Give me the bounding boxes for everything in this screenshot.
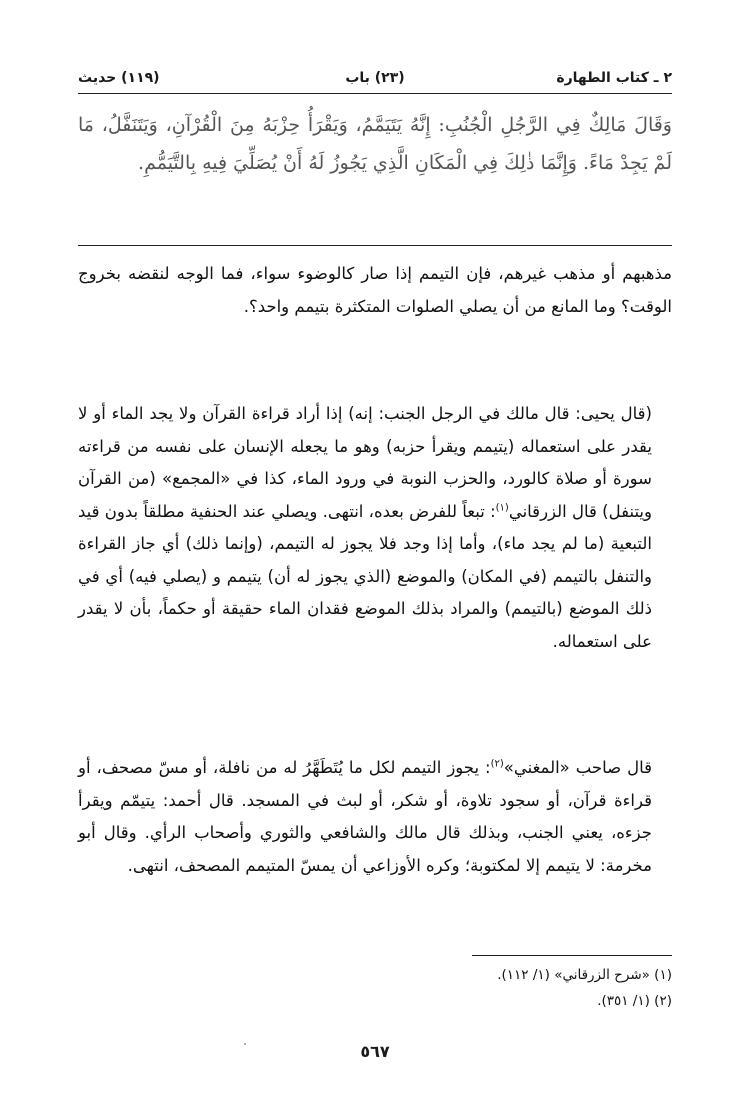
footnote-1: (١) «شرح الزرقاني» (١/ ١١٢). [497, 967, 672, 983]
commentary-paragraph-3 [78, 752, 672, 882]
commentary-paragraph-2 [78, 398, 672, 658]
header-hadith-number: (١١٩) حديث [78, 70, 160, 86]
footnote-2: (٢) (١/ ٣٥١). [597, 993, 672, 1009]
paragraph-text: : يجوز التيمم لكل ما يُتَطَهَّرُ له من نافلة، أو مسّ مصحف، أو قراءة قرآن، أو سجود تلاوة، أو شكر، أو لبث في المسجد. قال أحمد: يتيمّم ويقرأ جزءه، يعني الجنب، وبذلك قال مالك والشافعي والثوري وأصحاب الرأي. وقال أبو مخرمة: لا يتيمم إلا لمكتوبة؛ وكره الأوزاعي أن يمسّ المتيمم المصحف، انتهى. [78, 758, 652, 875]
header-divider [78, 93, 672, 94]
paragraph-text: مذهبهم أو مذهب غيرهم، فإن التيمم إذا صار كالوضوء سواء، فما الوجه لنقضه بخروج الوقت؟ وما المانع من أن يصلي الصلوات المتكثرة بتيمم واحد؟. [78, 264, 672, 316]
running-header [78, 68, 672, 92]
commentary-paragraph-1 [78, 258, 672, 323]
page-number: ٥٦٧ [360, 1042, 390, 1061]
footnote-marker-2[interactable]: (٢) [490, 758, 504, 770]
text-commentary-divider [78, 245, 672, 246]
footnotes [78, 962, 672, 1014]
header-chapter: (٢٣) باب [345, 70, 405, 86]
footnote-marker-1[interactable]: (١) [495, 502, 509, 513]
paragraph-text: قال صاحب «المغني» [503, 758, 653, 777]
paragraph-text: (قال يحيى: قال مالك في الرجل الجنب: إنه) إذا أراد قراءة القرآن ولا يجد الماء أو لا يقدر على استعماله (يتيمم ويقرأ حزبه) وهو ما يجعله الإنسان على نفسه من قراءته سورة أو صلاة كالورد، والحزب النوبة في ورود الماء، كذا في «المجمع» (من القرآن ويتنفل) قال الزرقاني [78, 404, 652, 521]
hadith-text: وَقَالَ مَالِكٌ فِي الرَّجُلِ الْجُنُبِ: إِنَّهُ يَتَيَمَّمُ، وَيَقْرَأُ حِزْبَهُ مِنَ الْقُرْآنِ، وَيَتَنَفَّلُ، مَا لَمْ يَجِدْ مَاءً. وَإِنَّمَا ذٰلِكَ فِي الْمَكَانِ الَّذِي يَجُوزُ لَهُ أَنْ يُصَلِّيَ فِيهِ بِالتَّيَمُّمِ. [78, 114, 672, 174]
paragraph-text: : تبعاً للفرض بعده، انتهى. ويصلي عند الحنفية مطلقاً بدون قيد التبعية (ما لم يجد ماء)، وأما إذا وجد فلا يجوز له التيمم، (وإنما ذلك) أي جاز القراءة والتنفل بالتيمم (في المكان) والموضع (الذي يجوز له أن) يتيمم و (يصلي فيه) أي في ذلك الموضع (بالتيمم) والمراد بذلك الموضع فقدان الماء حقيقة أو حكماً، بأن لا يقدر على استعماله. [78, 501, 652, 651]
footnote-divider [472, 955, 672, 956]
header-book-title: ٢ ـ كتاب الطهارة [556, 70, 672, 86]
